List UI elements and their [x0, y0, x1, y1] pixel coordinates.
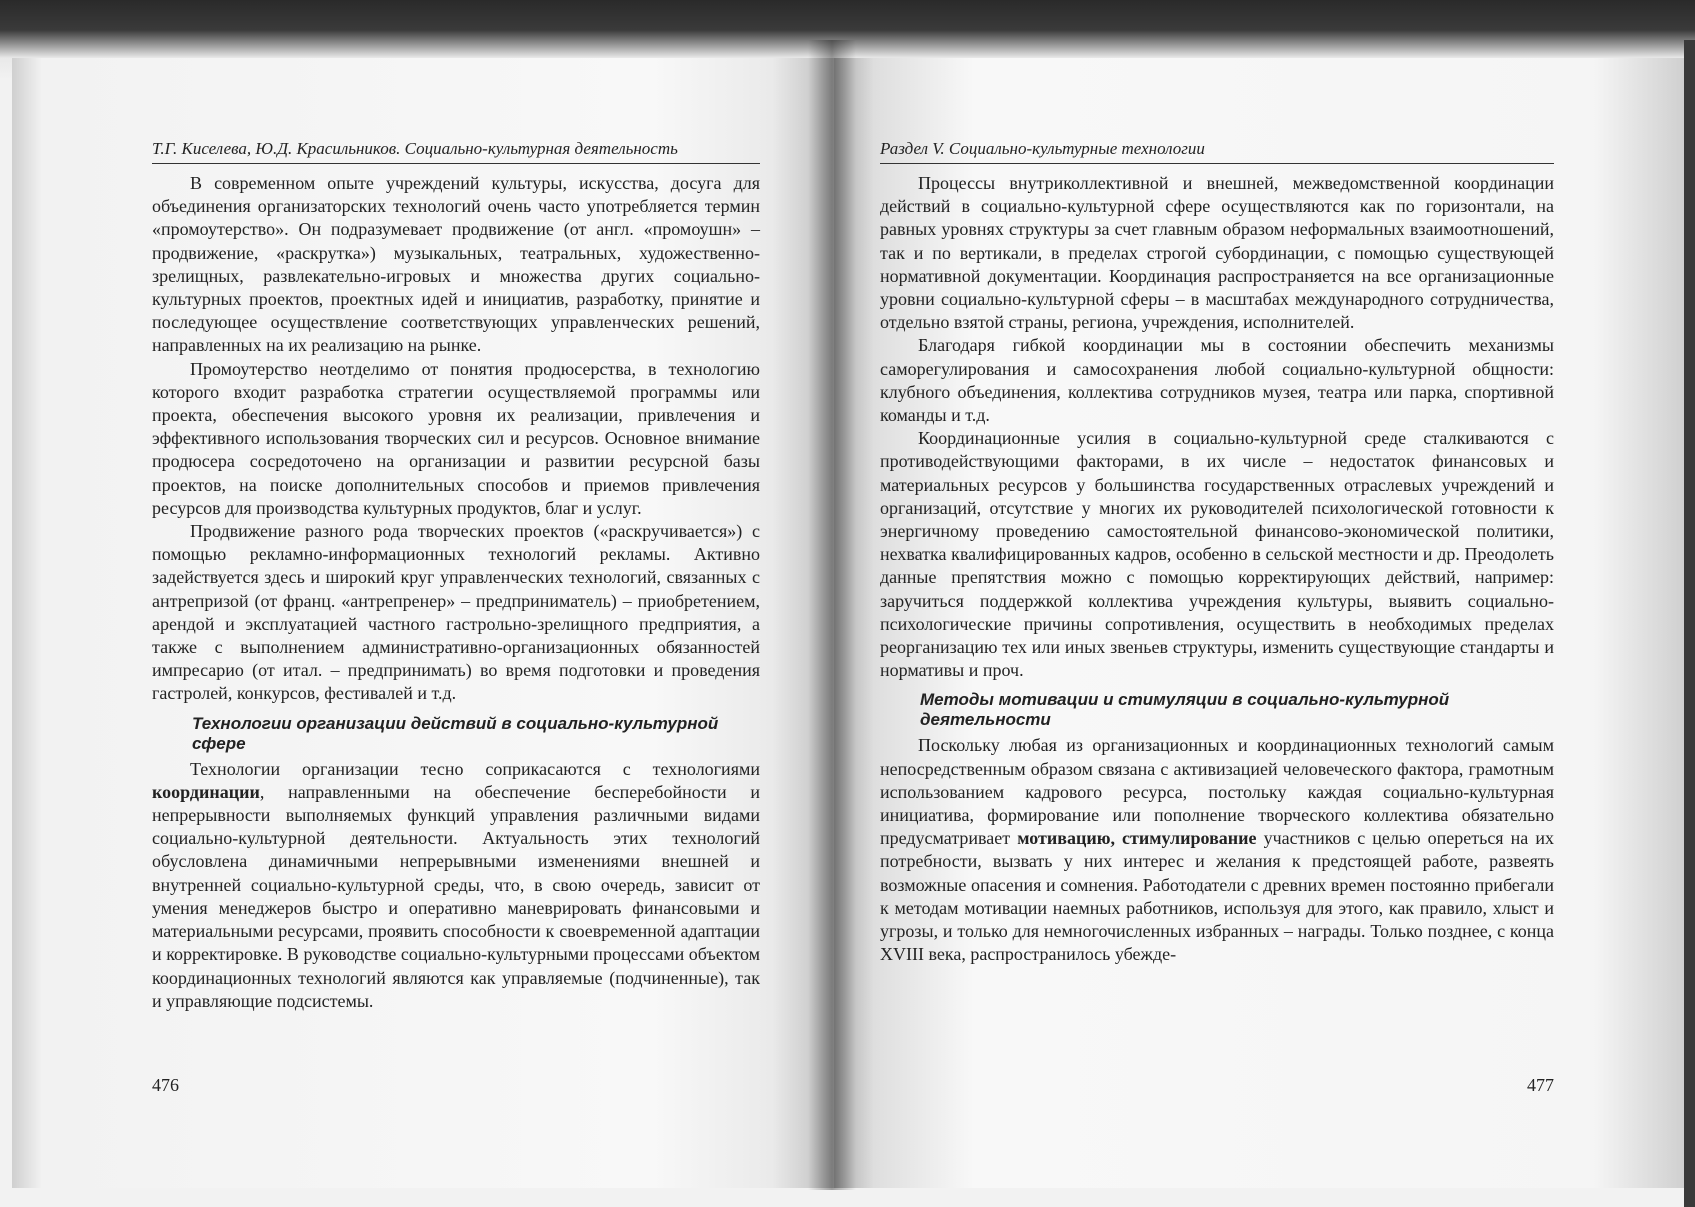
left-page-number: 476 — [152, 1075, 179, 1095]
right-paragraph-3: Координационные усилия в социально-культурной среде сталкиваются с противодействующими факторами, в их числе – недостаток финансовых и материальных ресурсов у большинства государственных отраслевых учреждений и организаций, отсутствие у многих их руководителей психологической готовности к энергичному проведению самостоятельной финансово-экономической политики, нехватка квалифицированных кадров, особенно в сельской местности и др. Преодолеть данные препятствия можно с помощью корректирующих действий, например: заручиться поддержкой коллектива учреждения культуры, выявить социально-психологические причины сопротивления, осуществить в необходимых пределах реорганизацию тех или иных звеньев структуры, изменить существующие стандарты и нормативы и проч. — [880, 428, 1554, 681]
left-paragraph-4-end: , направленными на обеспечение бесперебойности и непрерывности выполняемых функций управления различными видами социально-культурной деятельности. Актуальность этих технологий обусловлена динамичными непрерывными изменениями внешней и внутренней социально-культурной среды, что, в свою очередь, зависит от умения менеджеров быстро и оперативно маневрировать финансовыми и материальными ресурсами, проявить способности к своевременной адаптации и корректировке. В руководстве социально-культурными процессами объектом координационных технологий являются как управляемые (подчиненные), так и управляющие подсистемы. — [152, 781, 760, 1011]
right-page-text — [880, 172, 1554, 967]
right-page — [834, 58, 1684, 1188]
right-paragraph-4 — [880, 734, 1554, 966]
right-paragraph-4-bold: мотивацию, стимулирование — [1017, 828, 1257, 849]
book-spine-shadow — [808, 40, 856, 1190]
right-subheading: Методы мотивации и стимуляции в социально-культурной деятельности — [920, 690, 1450, 730]
left-page — [12, 58, 834, 1188]
right-page-number: 477 — [1527, 1075, 1554, 1095]
right-paragraph-2: Благодаря гибкой координации мы в состоянии обеспечить механизмы саморегулирования и самосохранения любой социально-культурной общности: клубного объединения, коллектива сотрудников музея, театра или парка, спортивной команды и т.д. — [880, 335, 1554, 426]
left-page-text — [152, 172, 760, 1013]
left-paragraph-4-start: Технологии организации тесно соприкасаются с технологиями — [190, 758, 760, 779]
left-paragraph-1: В современном опыте учреждений культуры, искусства, досуга для объединения организаторских технологий очень часто употребляется термин «промоутерство». Он подразумевает продвижение (от англ. «промоушн» – продвижение, «раскрутка») музыкальных, театральных, художественно-зрелищных, развлекательно-игровых и множества других социально-культурных проектов, проектных идей и инициатив, разработку, принятие и последующее осуществление соответствующих управленческих решений, направленных на их реализацию на рынке. — [152, 173, 760, 356]
right-paragraph-1: Процессы внутриколлективной и внешней, межведомственной координации действий в социально-культурной сфере осуществляются как по горизонтали, на равных уровнях структуры за счет главным образом неформальных взаимоотношений, так и по вертикали, в пределах строгой субординации, с помощью существующей нормативной документации. Координация распространяется на все организационные уровни социально-культурной сферы – в масштабах международного сотрудничества, отдельно взятой страны, региона, учреждения, исполнителей. — [880, 173, 1554, 333]
left-paragraph-2: Промоутерство неотделимо от понятия продюсерства, в технологию которого входит разработка стратегии осуществляемой программы или проекта, обеспечения высокого уровня их реализации, привлечения и эффективного использования творческих сил и ресурсов. Основное внимание продюсера сосредоточено на организации и развитии ресурсной базы проектов, на поиске дополнительных способов и приемов привлечения ресурсов для производства культурных продуктов, благ и услуг. — [152, 358, 760, 518]
left-subheading: Технологии организации действий в социально-культурной сфере — [192, 713, 719, 753]
left-paragraph-4 — [152, 758, 760, 1013]
right-paragraph-4-end: участников с целью опереться на их потребности, вызвать у них интерес и желания к предстоящей работе, развеять возможные опасения и сомнения. Работодатели с древних времен постоянно прибегали к методам мотивации наемных работников, используя для этого, как правило, хлыст и угрозы, и только для немногочисленных избранных – награды. Только позднее, с конца XVIII века, распространилось убежде- — [880, 828, 1555, 965]
right-running-head: Раздел V. Социально-культурные технологии — [880, 138, 1554, 164]
left-running-head: Т.Г. Киселева, Ю.Д. Красильников. Социально-культурная деятельность — [152, 138, 760, 164]
left-paragraph-4-bold: координации — [152, 781, 260, 802]
scan-edge — [1684, 40, 1695, 1207]
right-paragraph-4-start: Поскольку любая из организационных и координационных технологий самым непосредственным образом связана с активизацией человеческого фактора, грамотным использованием кадрового ресурса, постольку каждая социально-культурная инициатива, формирование или пополнение творческого коллектива обязательно предусматривает — [880, 735, 1554, 849]
left-paragraph-3: Продвижение разного рода творческих проектов («раскручивается») с помощью рекламно-информационных технологий рекламы. Активно задействуется здесь и широкий круг управленческих технологий, связанных с антрепризой (от франц. «антрепренер» – предприниматель) – приобретением, арендой и эксплуатацией частного гастрольно-зрелищного предприятия, а также с выполнением административно-организационных обязанностей импресарио (от итал. – предпринимать) во время подготовки и проведения гастролей, конкурсов, фестивалей и т.д. — [152, 521, 760, 704]
